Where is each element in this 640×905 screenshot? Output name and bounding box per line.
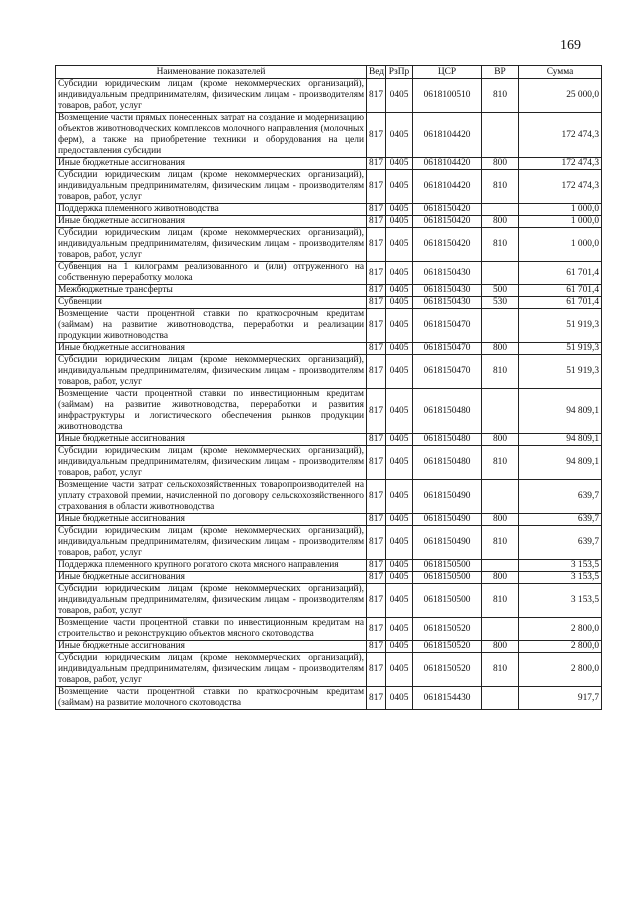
cell-ved: 817 (367, 641, 386, 653)
cell-ved: 817 (367, 79, 386, 113)
cell-sum: 2 800,0 (519, 641, 602, 653)
cell-name: Субсидии юридическим лицам (кроме некоммерческих организаций), индивидуальным предпринимателям, физическим лицам - производителям товаров, работ, услуг (56, 584, 367, 618)
cell-vr: 810 (482, 79, 519, 113)
cell-rzpr: 0405 (386, 79, 413, 113)
table-row (56, 113, 602, 158)
column-header-csr: ЦСР (413, 66, 482, 79)
cell-sum: 51 919,3 (519, 355, 602, 389)
cell-rzpr: 0405 (386, 653, 413, 687)
cell-ved: 817 (367, 526, 386, 560)
cell-csr: 0618104420 (413, 170, 482, 204)
cell-rzpr: 0405 (386, 309, 413, 343)
cell-name: Иные бюджетные ассигнования (56, 572, 367, 584)
cell-ved: 817 (367, 170, 386, 204)
cell-sum: 1 000,0 (519, 228, 602, 262)
table-row (56, 687, 602, 710)
cell-ved: 817 (367, 389, 386, 434)
cell-sum: 2 800,0 (519, 653, 602, 687)
cell-rzpr: 0405 (386, 262, 413, 285)
cell-ved: 817 (367, 204, 386, 216)
table-row (56, 572, 602, 584)
cell-name: Субсидии юридическим лицам (кроме некоммерческих организаций), индивидуальным предпринимателям, физическим лицам - производителям товаров, работ, услуг (56, 170, 367, 204)
cell-rzpr: 0405 (386, 216, 413, 228)
cell-ved: 817 (367, 113, 386, 158)
cell-ved: 817 (367, 480, 386, 514)
cell-csr: 0618154430 (413, 687, 482, 710)
cell-vr: 810 (482, 228, 519, 262)
column-header-sum: Сумма (519, 66, 602, 79)
table-row (56, 584, 602, 618)
cell-vr: 800 (482, 434, 519, 446)
cell-rzpr: 0405 (386, 434, 413, 446)
cell-vr (482, 560, 519, 572)
cell-name: Возмещение части процентной ставки по краткосрочным кредитам (займам) на развитие молочного скотоводства (56, 687, 367, 710)
cell-name: Субвенции (56, 297, 367, 309)
column-header-name: Наименование показателей (56, 66, 367, 79)
cell-vr: 810 (482, 526, 519, 560)
cell-csr: 0618100510 (413, 79, 482, 113)
cell-vr: 500 (482, 285, 519, 297)
table-row (56, 228, 602, 262)
cell-name: Межбюджетные трансферты (56, 285, 367, 297)
cell-sum: 2 800,0 (519, 618, 602, 641)
cell-name: Иные бюджетные ассигнования (56, 514, 367, 526)
cell-vr: 800 (482, 343, 519, 355)
cell-sum: 3 153,5 (519, 560, 602, 572)
cell-csr: 0618150490 (413, 526, 482, 560)
cell-rzpr: 0405 (386, 584, 413, 618)
cell-rzpr: 0405 (386, 355, 413, 389)
cell-rzpr: 0405 (386, 526, 413, 560)
cell-sum: 172 474,3 (519, 113, 602, 158)
cell-sum: 61 701,4 (519, 285, 602, 297)
cell-csr: 0618150430 (413, 297, 482, 309)
table-row (56, 216, 602, 228)
cell-sum: 51 919,3 (519, 343, 602, 355)
table-row (56, 389, 602, 434)
cell-csr: 0618150420 (413, 204, 482, 216)
cell-name: Иные бюджетные ассигнования (56, 343, 367, 355)
cell-vr: 800 (482, 572, 519, 584)
cell-csr: 0618150520 (413, 653, 482, 687)
cell-sum: 1 000,0 (519, 204, 602, 216)
cell-vr: 810 (482, 170, 519, 204)
cell-name: Субсидии юридическим лицам (кроме некоммерческих организаций), индивидуальным предпринимателям, физическим лицам - производителям товаров, работ, услуг (56, 79, 367, 113)
cell-vr: 800 (482, 514, 519, 526)
cell-name: Субсидии юридическим лицам (кроме некоммерческих организаций), индивидуальным предпринимателям, физическим лицам - производителям товаров, работ, услуг (56, 526, 367, 560)
cell-csr: 0618150500 (413, 572, 482, 584)
cell-csr: 0618150420 (413, 228, 482, 262)
cell-ved: 817 (367, 158, 386, 170)
column-header-vr: ВР (482, 66, 519, 79)
cell-sum: 61 701,4 (519, 262, 602, 285)
cell-csr: 0618150430 (413, 285, 482, 297)
cell-rzpr: 0405 (386, 687, 413, 710)
cell-sum: 3 153,5 (519, 572, 602, 584)
cell-ved: 817 (367, 434, 386, 446)
cell-name: Иные бюджетные ассигнования (56, 158, 367, 170)
cell-rzpr: 0405 (386, 228, 413, 262)
cell-ved: 817 (367, 216, 386, 228)
cell-csr: 0618150470 (413, 343, 482, 355)
cell-name: Возмещение части прямых понесенных затрат на создание и модернизацию объектов животноводческих комплексов молочного направления (молочных ферм), а также на приобретение техники и оборудования на цели предоставления субсидии (56, 113, 367, 158)
cell-name: Иные бюджетные ассигнования (56, 216, 367, 228)
cell-csr: 0618150490 (413, 480, 482, 514)
cell-vr: 800 (482, 158, 519, 170)
column-header-rzpr: РзПр (386, 66, 413, 79)
cell-name: Субсидии юридическим лицам (кроме некоммерческих организаций), индивидуальным предпринимателям, физическим лицам - производителям товаров, работ, услуг (56, 446, 367, 480)
table-row (56, 343, 602, 355)
cell-ved: 817 (367, 653, 386, 687)
cell-vr: 810 (482, 653, 519, 687)
cell-csr: 0618150480 (413, 446, 482, 480)
cell-name: Возмещение части процентной ставки по инвестиционным кредитам (займам) на развитие животноводства, переработки и развития инфраструктуры и логистического обеспечения рынков продукции животноводства (56, 389, 367, 434)
table-row (56, 653, 602, 687)
table-row (56, 297, 602, 309)
cell-csr: 0618150500 (413, 584, 482, 618)
cell-vr (482, 389, 519, 434)
cell-sum: 3 153,5 (519, 584, 602, 618)
table-row (56, 204, 602, 216)
budget-table (55, 65, 602, 710)
cell-rzpr: 0405 (386, 560, 413, 572)
table-body (56, 79, 602, 710)
cell-ved: 817 (367, 446, 386, 480)
cell-name: Субвенция на 1 килограмм реализованного и (или) отгруженного на собственную переработку молока (56, 262, 367, 285)
cell-name: Иные бюджетные ассигнования (56, 434, 367, 446)
cell-csr: 0618150420 (413, 216, 482, 228)
cell-csr: 0618150480 (413, 434, 482, 446)
cell-name: Субсидии юридическим лицам (кроме некоммерческих организаций), индивидуальным предпринимателям, физическим лицам - производителям товаров, работ, услуг (56, 355, 367, 389)
table-row (56, 285, 602, 297)
cell-ved: 817 (367, 228, 386, 262)
page-number: 169 (560, 38, 581, 53)
cell-sum: 1 000,0 (519, 216, 602, 228)
table-row (56, 309, 602, 343)
table-row (56, 526, 602, 560)
cell-name: Поддержка племенного крупного рогатого скота мясного направления (56, 560, 367, 572)
cell-vr: 800 (482, 216, 519, 228)
cell-vr (482, 113, 519, 158)
cell-sum: 639,7 (519, 480, 602, 514)
cell-name: Субсидии юридическим лицам (кроме некоммерческих организаций), индивидуальным предпринимателям, физическим лицам - производителям товаров, работ, услуг (56, 653, 367, 687)
cell-rzpr: 0405 (386, 158, 413, 170)
cell-vr: 800 (482, 641, 519, 653)
cell-sum: 94 809,1 (519, 446, 602, 480)
cell-csr: 0618150490 (413, 514, 482, 526)
cell-vr: 810 (482, 446, 519, 480)
cell-name: Возмещение части процентной ставки по инвестиционным кредитам на строительство и реконструкцию объектов мясного скотоводства (56, 618, 367, 641)
cell-rzpr: 0405 (386, 641, 413, 653)
cell-vr (482, 618, 519, 641)
cell-csr: 0618150520 (413, 641, 482, 653)
cell-sum: 639,7 (519, 526, 602, 560)
cell-vr: 530 (482, 297, 519, 309)
cell-rzpr: 0405 (386, 113, 413, 158)
cell-ved: 817 (367, 355, 386, 389)
table-row (56, 434, 602, 446)
column-header-ved: Вед (367, 66, 386, 79)
cell-rzpr: 0405 (386, 618, 413, 641)
cell-csr: 0618150470 (413, 355, 482, 389)
cell-name: Иные бюджетные ассигнования (56, 641, 367, 653)
cell-ved: 817 (367, 560, 386, 572)
cell-rzpr: 0405 (386, 446, 413, 480)
cell-csr: 0618150500 (413, 560, 482, 572)
cell-rzpr: 0405 (386, 297, 413, 309)
table-row (56, 641, 602, 653)
cell-sum: 25 000,0 (519, 79, 602, 113)
table-row (56, 514, 602, 526)
cell-ved: 817 (367, 262, 386, 285)
cell-ved: 817 (367, 618, 386, 641)
cell-rzpr: 0405 (386, 389, 413, 434)
cell-ved: 817 (367, 343, 386, 355)
cell-rzpr: 0405 (386, 572, 413, 584)
cell-csr: 0618104420 (413, 158, 482, 170)
table-header-row (56, 66, 602, 79)
table-row (56, 262, 602, 285)
table-row (56, 158, 602, 170)
cell-sum: 172 474,3 (519, 170, 602, 204)
table-row (56, 170, 602, 204)
cell-ved: 817 (367, 572, 386, 584)
cell-name: Субсидии юридическим лицам (кроме некоммерческих организаций), индивидуальным предпринимателям, физическим лицам - производителям товаров, работ, услуг (56, 228, 367, 262)
cell-vr: 810 (482, 355, 519, 389)
cell-sum: 917,7 (519, 687, 602, 710)
cell-sum: 94 809,1 (519, 434, 602, 446)
cell-sum: 639,7 (519, 514, 602, 526)
cell-sum: 94 809,1 (519, 389, 602, 434)
cell-vr (482, 480, 519, 514)
cell-csr: 0618150470 (413, 309, 482, 343)
cell-name: Возмещение части затрат сельскохозяйственных товаропроизводителей на уплату страховой премии, начисленной по договору сельскохозяйственного страхования в области животноводства (56, 480, 367, 514)
cell-ved: 817 (367, 584, 386, 618)
table-row (56, 618, 602, 641)
cell-csr: 0618150480 (413, 389, 482, 434)
cell-csr: 0618150430 (413, 262, 482, 285)
table-row (56, 79, 602, 113)
cell-ved: 817 (367, 297, 386, 309)
cell-vr (482, 309, 519, 343)
cell-rzpr: 0405 (386, 285, 413, 297)
table-row (56, 480, 602, 514)
cell-ved: 817 (367, 285, 386, 297)
cell-rzpr: 0405 (386, 204, 413, 216)
table-row (56, 355, 602, 389)
cell-ved: 817 (367, 514, 386, 526)
table-row (56, 446, 602, 480)
cell-name: Возмещение части процентной ставки по краткосрочным кредитам (займам) на развитие животноводства, переработки и реализации продукции животноводства (56, 309, 367, 343)
cell-sum: 51 919,3 (519, 309, 602, 343)
cell-ved: 817 (367, 687, 386, 710)
table-row (56, 560, 602, 572)
cell-name: Поддержка племенного животноводства (56, 204, 367, 216)
cell-vr (482, 687, 519, 710)
cell-ved: 817 (367, 309, 386, 343)
cell-csr: 0618104420 (413, 113, 482, 158)
cell-rzpr: 0405 (386, 480, 413, 514)
cell-vr: 810 (482, 584, 519, 618)
cell-rzpr: 0405 (386, 343, 413, 355)
cell-sum: 172 474,3 (519, 158, 602, 170)
cell-rzpr: 0405 (386, 514, 413, 526)
cell-vr (482, 262, 519, 285)
cell-sum: 61 701,4 (519, 297, 602, 309)
cell-vr (482, 204, 519, 216)
cell-rzpr: 0405 (386, 170, 413, 204)
cell-csr: 0618150520 (413, 618, 482, 641)
